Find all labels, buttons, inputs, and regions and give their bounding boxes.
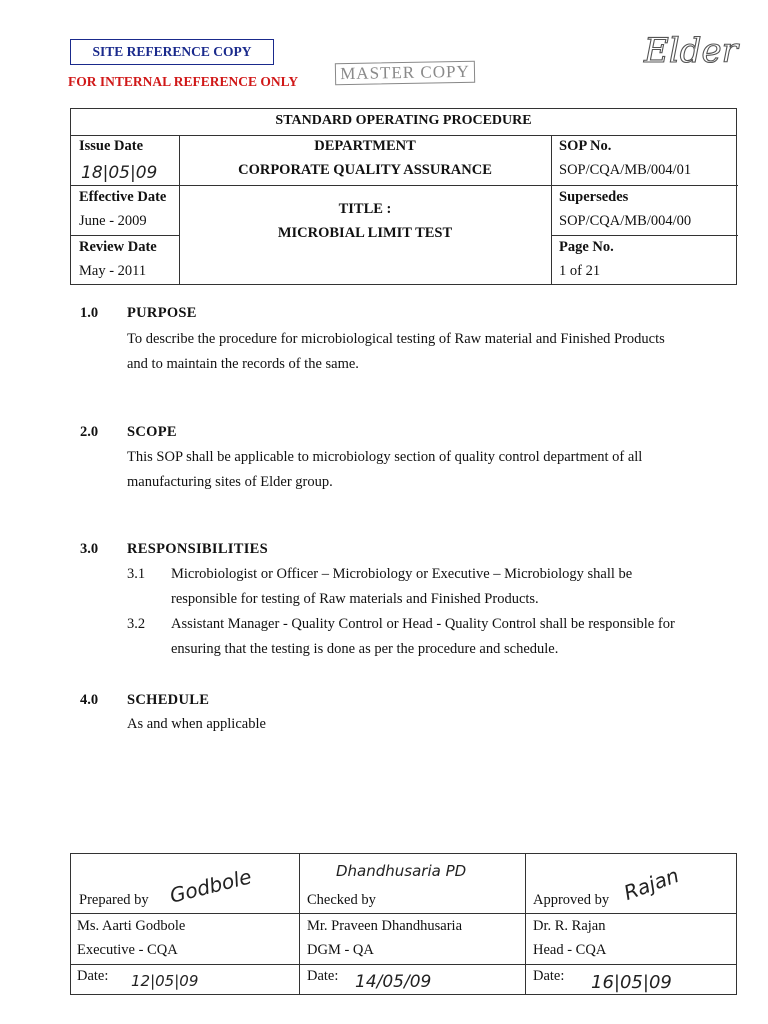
prepared-date-value: 12|05|09 (131, 972, 199, 990)
section-number: 3.0 (80, 541, 99, 557)
section-number: 2.0 (80, 424, 99, 440)
sop-header-table (70, 108, 737, 285)
checked-role: DGM - QA (307, 942, 374, 958)
checked-date-value: 14/05/09 (355, 972, 432, 992)
approved-date-value: 16|05|09 (591, 972, 672, 993)
title-label: TITLE : (338, 201, 392, 217)
checked-name: Mr. Praveen Dhandhusaria (307, 918, 463, 934)
effective-date-value: June - 2009 (79, 213, 147, 229)
page-no-label: Page No. (559, 239, 614, 255)
prepared-signature: Godbole (167, 864, 254, 908)
approved-date-label: Date: (533, 968, 565, 984)
section-number: 1.0 (80, 305, 99, 321)
section-text-purpose: To describe the procedure for microbiological testing of Raw material and Finished Products and to maintain the records of the same. (127, 331, 665, 372)
sop-header-title: STANDARD OPERATING PROCEDURE (71, 109, 736, 136)
subsection-text: Assistant Manager - Quality Control or Head - Quality Control shall be responsible for ensuring that the testing is done as per the procedure and schedule. (171, 616, 675, 657)
issue-date-value: 18|05|09 (81, 163, 158, 183)
supersedes-label: Supersedes (559, 189, 629, 205)
section-heading-responsibilities: RESPONSIBILITIES (127, 541, 268, 557)
department-label: DEPARTMENT (314, 138, 416, 154)
section-heading-scope: SCOPE (127, 424, 177, 440)
subsection-number: 3.2 (127, 616, 146, 632)
department-value: CORPORATE QUALITY ASSURANCE (238, 162, 492, 178)
subsection-number: 3.1 (127, 566, 146, 582)
elder-logo-text: Elder (644, 31, 738, 71)
checked-signature: Dhandhusaria PD (336, 862, 467, 880)
section-heading-purpose: PURPOSE (127, 305, 197, 321)
prepared-date-label: Date: (77, 968, 109, 984)
internal-reference-note: FOR INTERNAL REFERENCE ONLY (68, 74, 299, 89)
page-no-value: 1 of 21 (559, 263, 601, 279)
supersedes-value: SOP/CQA/MB/004/00 (559, 213, 692, 229)
issue-date-label: Issue Date (79, 138, 144, 154)
checked-date-label: Date: (307, 968, 339, 984)
master-copy-stamp: MASTER COPY (335, 61, 475, 85)
signature-table (70, 853, 737, 995)
title-value: MICROBIAL LIMIT TEST (277, 225, 453, 241)
effective-date-label: Effective Date (79, 189, 167, 205)
section-text-schedule: As and when applicable (127, 716, 266, 732)
section-heading-schedule: SCHEDULE (127, 692, 210, 708)
sop-no-label: SOP No. (559, 138, 612, 154)
site-reference-stamp: SITE REFERENCE COPY (70, 39, 274, 65)
subsection-text: Microbiologist or Officer – Microbiology or Executive – Microbiology shall be responsible for testing of Raw materials and Finished Products. (171, 566, 633, 607)
approved-signature: Rajan (620, 863, 683, 905)
review-date-value: May - 2011 (79, 263, 147, 279)
elder-logo (640, 20, 752, 80)
review-date-label: Review Date (79, 239, 157, 255)
approved-by-label: Approved by (533, 892, 610, 908)
checked-by-label: Checked by (307, 892, 376, 908)
prepared-by-label: Prepared by (79, 892, 149, 908)
approved-role: Head - CQA (533, 942, 607, 958)
sop-no-value: SOP/CQA/MB/004/01 (559, 162, 692, 178)
prepared-name: Ms. Aarti Godbole (77, 918, 186, 934)
approved-name: Dr. R. Rajan (533, 918, 606, 934)
section-text-scope: This SOP shall be applicable to microbiology section of quality control department of all manufacturing sites of Elder group. (127, 449, 643, 490)
prepared-role: Executive - CQA (77, 942, 178, 958)
section-number: 4.0 (80, 692, 99, 708)
